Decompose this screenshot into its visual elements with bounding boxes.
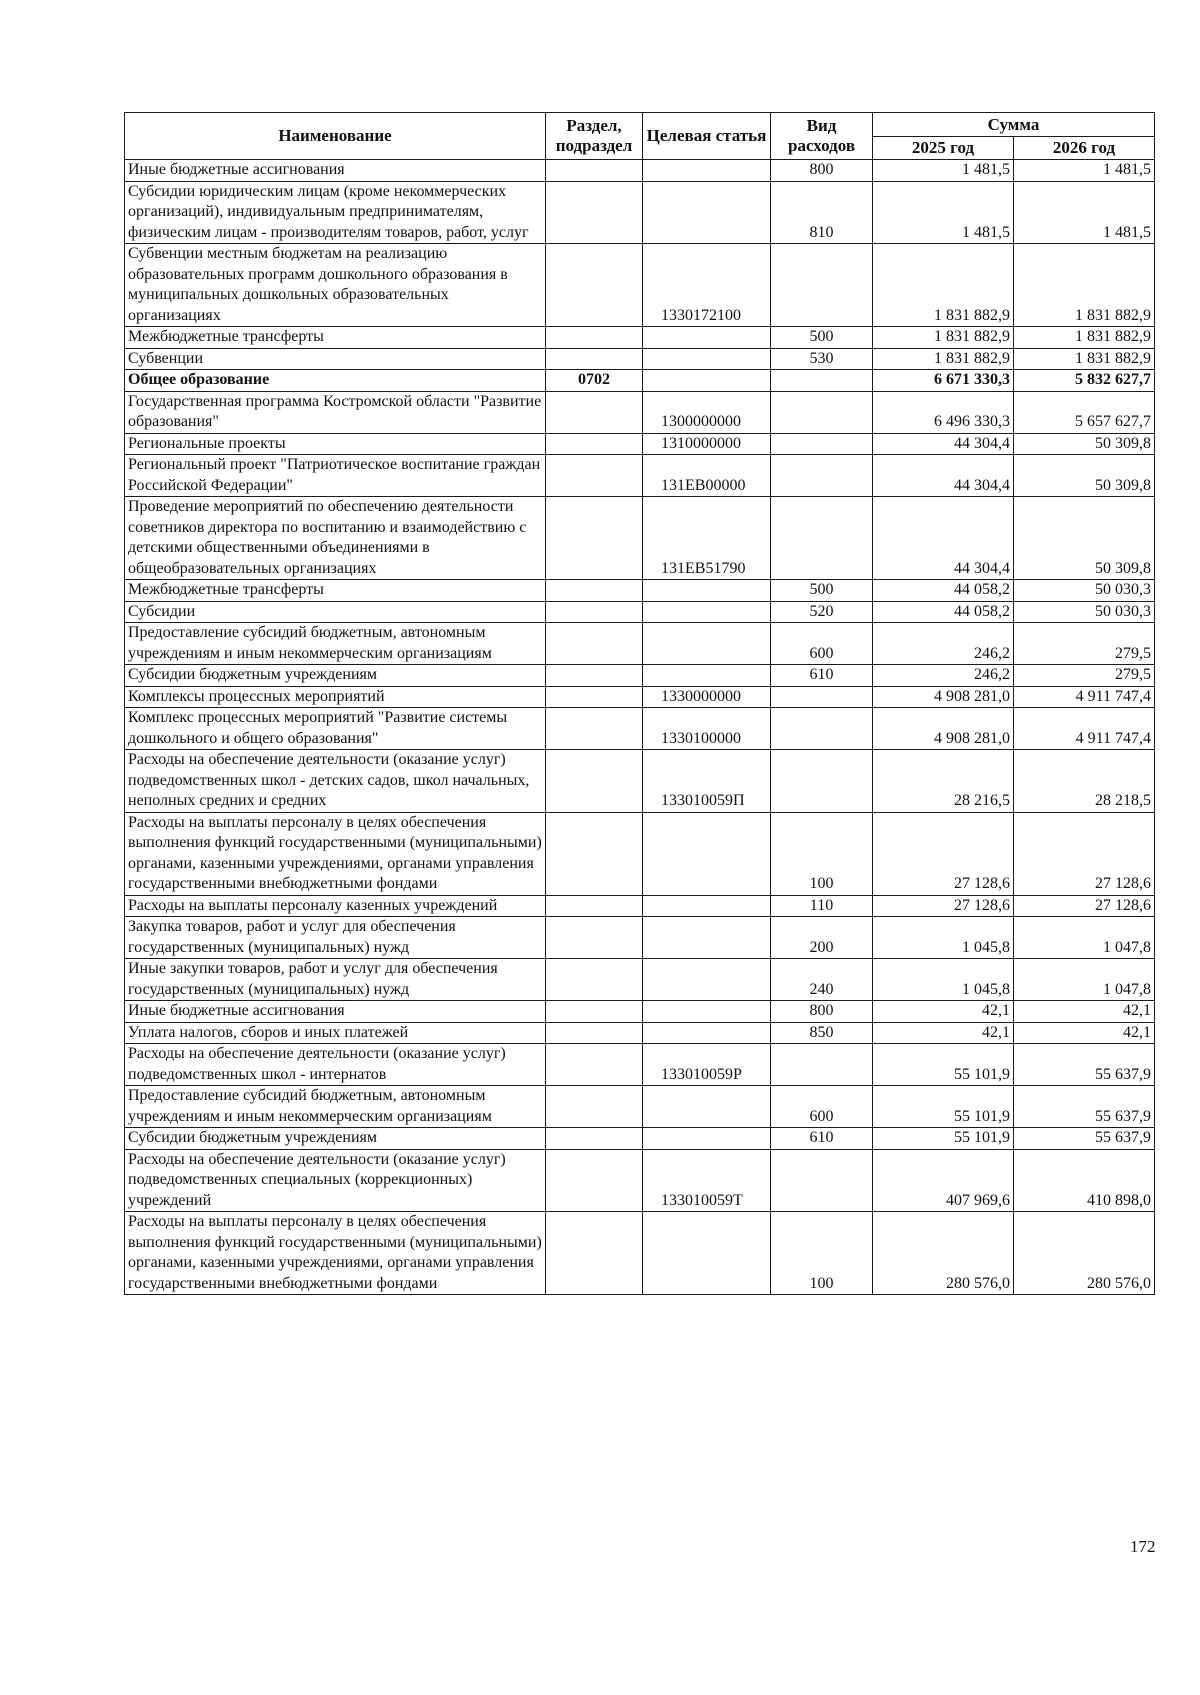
cell-name: Субсидии бюджетным учреждениям — [125, 1128, 546, 1150]
cell-section — [546, 1001, 643, 1023]
cell-section — [546, 433, 643, 455]
table-row — [125, 708, 1155, 750]
header-year-2025: 2025 год — [873, 137, 1014, 160]
cell-section — [546, 959, 643, 1001]
cell-sum-2026: 1 047,8 — [1014, 917, 1155, 959]
table-row — [125, 601, 1155, 623]
table-row — [125, 1149, 1155, 1212]
header-target: Целевая статья — [643, 113, 771, 160]
cell-sum-2025: 44 304,4 — [873, 497, 1014, 580]
cell-section — [546, 244, 643, 327]
table-row — [125, 497, 1155, 580]
cell-target — [643, 1086, 771, 1128]
cell-target: 1330000000 — [643, 686, 771, 708]
cell-kind — [771, 1044, 873, 1086]
cell-name: Предоставление субсидий бюджетным, автономным учреждениям и иным некоммерческим организациям — [125, 1086, 546, 1128]
cell-name: Межбюджетные трансферты — [125, 580, 546, 602]
cell-section — [546, 812, 643, 895]
cell-sum-2026: 1 831 882,9 — [1014, 327, 1155, 349]
cell-section — [546, 391, 643, 433]
cell-kind: 500 — [771, 327, 873, 349]
cell-kind — [771, 750, 873, 813]
cell-name: Проведение мероприятий по обеспечению деятельности советников директора по воспитанию и взаимодействию с детскими общественными объединениями в общеобразовательных организациях — [125, 497, 546, 580]
cell-kind: 800 — [771, 1001, 873, 1023]
cell-sum-2026: 50 309,8 — [1014, 455, 1155, 497]
cell-target — [643, 1212, 771, 1295]
cell-target — [643, 370, 771, 392]
cell-name: Закупка товаров, работ и услуг для обеспечения государственных (муниципальных) нужд — [125, 917, 546, 959]
header-section: Раздел, подраздел — [546, 113, 643, 160]
cell-sum-2026: 1 481,5 — [1014, 181, 1155, 244]
cell-sum-2026: 1 831 882,9 — [1014, 348, 1155, 370]
cell-target — [643, 1128, 771, 1150]
table-row — [125, 580, 1155, 602]
cell-sum-2025: 42,1 — [873, 1022, 1014, 1044]
budget-table — [124, 112, 1155, 1295]
cell-sum-2026: 4 911 747,4 — [1014, 708, 1155, 750]
table-header — [125, 113, 1155, 160]
cell-sum-2026: 50 030,3 — [1014, 580, 1155, 602]
cell-section — [546, 181, 643, 244]
header-name: Наименование — [125, 113, 546, 160]
header-year-2026: 2026 год — [1014, 137, 1155, 160]
cell-kind: 600 — [771, 623, 873, 665]
cell-name: Субсидии — [125, 601, 546, 623]
cell-sum-2026: 27 128,6 — [1014, 812, 1155, 895]
cell-sum-2026: 280 576,0 — [1014, 1212, 1155, 1295]
cell-target — [643, 580, 771, 602]
cell-sum-2026: 42,1 — [1014, 1022, 1155, 1044]
header-kind: Вид расходов — [771, 113, 873, 160]
cell-target — [643, 959, 771, 1001]
cell-section: 0702 — [546, 370, 643, 392]
table-row — [125, 181, 1155, 244]
table-body — [125, 160, 1155, 1295]
table-row — [125, 348, 1155, 370]
cell-target — [643, 895, 771, 917]
cell-sum-2025: 28 216,5 — [873, 750, 1014, 813]
cell-kind: 240 — [771, 959, 873, 1001]
cell-section — [546, 895, 643, 917]
cell-kind: 810 — [771, 181, 873, 244]
cell-section — [546, 1022, 643, 1044]
cell-sum-2025: 4 908 281,0 — [873, 708, 1014, 750]
cell-target — [643, 917, 771, 959]
cell-sum-2026: 4 911 747,4 — [1014, 686, 1155, 708]
table-row — [125, 160, 1155, 182]
cell-sum-2026: 279,5 — [1014, 623, 1155, 665]
cell-target: 133010059Р — [643, 1044, 771, 1086]
cell-section — [546, 1086, 643, 1128]
cell-sum-2026: 1 481,5 — [1014, 160, 1155, 182]
cell-kind: 200 — [771, 917, 873, 959]
cell-target — [643, 665, 771, 687]
cell-sum-2025: 1 481,5 — [873, 160, 1014, 182]
cell-target — [643, 327, 771, 349]
cell-target: 133010059П — [643, 750, 771, 813]
cell-name: Субвенции местным бюджетам на реализацию образовательных программ дошкольного образования в муниципальных дошкольных образовательных организациях — [125, 244, 546, 327]
cell-sum-2026: 28 218,5 — [1014, 750, 1155, 813]
table-row — [125, 686, 1155, 708]
cell-sum-2025: 27 128,6 — [873, 812, 1014, 895]
cell-name: Расходы на обеспечение деятельности (оказание услуг) подведомственных школ - интернатов — [125, 1044, 546, 1086]
cell-sum-2026: 55 637,9 — [1014, 1086, 1155, 1128]
cell-sum-2025: 246,2 — [873, 623, 1014, 665]
cell-sum-2025: 246,2 — [873, 665, 1014, 687]
cell-section — [546, 1212, 643, 1295]
cell-name: Межбюджетные трансферты — [125, 327, 546, 349]
cell-sum-2025: 44 304,4 — [873, 433, 1014, 455]
cell-section — [546, 623, 643, 665]
cell-sum-2025: 55 101,9 — [873, 1044, 1014, 1086]
cell-sum-2025: 1 831 882,9 — [873, 327, 1014, 349]
cell-sum-2025: 44 304,4 — [873, 455, 1014, 497]
cell-section — [546, 665, 643, 687]
cell-section — [546, 708, 643, 750]
cell-name: Расходы на обеспечение деятельности (оказание услуг) подведомственных школ - детских садов, школ начальных, неполных средних и средних — [125, 750, 546, 813]
header-sum: Сумма — [873, 113, 1155, 137]
cell-name: Региональный проект "Патриотическое воспитание граждан Российской Федерации" — [125, 455, 546, 497]
cell-sum-2025: 1 045,8 — [873, 917, 1014, 959]
cell-section — [546, 1044, 643, 1086]
cell-kind — [771, 455, 873, 497]
cell-section — [546, 1128, 643, 1150]
cell-name: Иные бюджетные ассигнования — [125, 160, 546, 182]
cell-sum-2026: 5 657 627,7 — [1014, 391, 1155, 433]
cell-section — [546, 348, 643, 370]
table-row — [125, 750, 1155, 813]
cell-sum-2026: 55 637,9 — [1014, 1044, 1155, 1086]
cell-sum-2025: 1 831 882,9 — [873, 348, 1014, 370]
cell-kind: 100 — [771, 1212, 873, 1295]
cell-kind — [771, 391, 873, 433]
table-row — [125, 1044, 1155, 1086]
cell-section — [546, 455, 643, 497]
cell-sum-2025: 55 101,9 — [873, 1128, 1014, 1150]
cell-sum-2025: 1 045,8 — [873, 959, 1014, 1001]
cell-name: Иные бюджетные ассигнования — [125, 1001, 546, 1023]
cell-kind — [771, 433, 873, 455]
table-row — [125, 1212, 1155, 1295]
cell-target: 1330100000 — [643, 708, 771, 750]
cell-section — [546, 1149, 643, 1212]
cell-target — [643, 812, 771, 895]
cell-name: Расходы на выплаты персоналу казенных учреждений — [125, 895, 546, 917]
cell-sum-2026: 5 832 627,7 — [1014, 370, 1155, 392]
cell-sum-2026: 1 831 882,9 — [1014, 244, 1155, 327]
table-row — [125, 1128, 1155, 1150]
cell-sum-2025: 1 831 882,9 — [873, 244, 1014, 327]
cell-sum-2026: 50 309,8 — [1014, 497, 1155, 580]
cell-kind: 100 — [771, 812, 873, 895]
cell-section — [546, 160, 643, 182]
cell-sum-2025: 1 481,5 — [873, 181, 1014, 244]
cell-sum-2026: 27 128,6 — [1014, 895, 1155, 917]
table-row — [125, 1022, 1155, 1044]
table-row — [125, 391, 1155, 433]
cell-name: Субвенции — [125, 348, 546, 370]
cell-sum-2025: 44 058,2 — [873, 580, 1014, 602]
table-row — [125, 895, 1155, 917]
cell-name: Расходы на выплаты персоналу в целях обеспечения выполнения функций государственными (муниципальными) органами, казенными учреждениями, органами управления государственными внебюджетными фондами — [125, 812, 546, 895]
table-row — [125, 244, 1155, 327]
cell-target — [643, 1022, 771, 1044]
cell-kind — [771, 370, 873, 392]
cell-target: 133010059Т — [643, 1149, 771, 1212]
cell-sum-2025: 42,1 — [873, 1001, 1014, 1023]
table-row — [125, 1001, 1155, 1023]
cell-kind: 600 — [771, 1086, 873, 1128]
cell-target: 1300000000 — [643, 391, 771, 433]
table-row — [125, 959, 1155, 1001]
cell-section — [546, 327, 643, 349]
cell-sum-2025: 4 908 281,0 — [873, 686, 1014, 708]
cell-name: Иные закупки товаров, работ и услуг для обеспечения государственных (муниципальных) нужд — [125, 959, 546, 1001]
cell-target: 131EB00000 — [643, 455, 771, 497]
cell-kind — [771, 497, 873, 580]
cell-sum-2025: 6 496 330,3 — [873, 391, 1014, 433]
cell-sum-2025: 44 058,2 — [873, 601, 1014, 623]
cell-kind: 800 — [771, 160, 873, 182]
table-row — [125, 623, 1155, 665]
table-row — [125, 812, 1155, 895]
cell-name: Комплексы процессных мероприятий — [125, 686, 546, 708]
cell-target: 131EB51790 — [643, 497, 771, 580]
cell-name: Предоставление субсидий бюджетным, автономным учреждениям и иным некоммерческим организациям — [125, 623, 546, 665]
cell-section — [546, 917, 643, 959]
table-row — [125, 455, 1155, 497]
cell-kind: 850 — [771, 1022, 873, 1044]
cell-sum-2026: 410 898,0 — [1014, 1149, 1155, 1212]
cell-sum-2025: 27 128,6 — [873, 895, 1014, 917]
cell-target: 1330172100 — [643, 244, 771, 327]
table-row — [125, 327, 1155, 349]
page-number: 172 — [1130, 1537, 1156, 1556]
table-row — [125, 917, 1155, 959]
cell-target — [643, 623, 771, 665]
cell-sum-2026: 55 637,9 — [1014, 1128, 1155, 1150]
cell-kind: 610 — [771, 665, 873, 687]
cell-name: Уплата налогов, сборов и иных платежей — [125, 1022, 546, 1044]
cell-name: Общее образование — [125, 370, 546, 392]
cell-kind — [771, 1149, 873, 1212]
cell-sum-2025: 55 101,9 — [873, 1086, 1014, 1128]
cell-target: 1310000000 — [643, 433, 771, 455]
cell-target — [643, 1001, 771, 1023]
cell-kind — [771, 686, 873, 708]
cell-name: Расходы на выплаты персоналу в целях обеспечения выполнения функций государственными (муниципальными) органами, казенными учреждениями, органами управления государственными внебюджетными фондами — [125, 1212, 546, 1295]
cell-section — [546, 497, 643, 580]
cell-target — [643, 601, 771, 623]
cell-section — [546, 601, 643, 623]
cell-sum-2026: 50 309,8 — [1014, 433, 1155, 455]
cell-kind: 520 — [771, 601, 873, 623]
cell-name: Субсидии бюджетным учреждениям — [125, 665, 546, 687]
cell-sum-2025: 280 576,0 — [873, 1212, 1014, 1295]
cell-kind: 610 — [771, 1128, 873, 1150]
cell-target — [643, 348, 771, 370]
cell-sum-2025: 407 969,6 — [873, 1149, 1014, 1212]
cell-section — [546, 750, 643, 813]
cell-name: Субсидии юридическим лицам (кроме некоммерческих организаций), индивидуальным предпринимателям, физическим лицам - производителям товаров, работ, услуг — [125, 181, 546, 244]
table-row — [125, 1086, 1155, 1128]
cell-name: Комплекс процессных мероприятий "Развитие системы дошкольного и общего образования" — [125, 708, 546, 750]
cell-name: Государственная программа Костромской области "Развитие образования" — [125, 391, 546, 433]
cell-target — [643, 181, 771, 244]
cell-name: Расходы на обеспечение деятельности (оказание услуг) подведомственных специальных (коррекционных) учреждений — [125, 1149, 546, 1212]
cell-sum-2026: 279,5 — [1014, 665, 1155, 687]
cell-kind: 500 — [771, 580, 873, 602]
table-row — [125, 370, 1155, 392]
table-row — [125, 433, 1155, 455]
cell-target — [643, 160, 771, 182]
cell-sum-2026: 42,1 — [1014, 1001, 1155, 1023]
cell-kind: 110 — [771, 895, 873, 917]
cell-section — [546, 686, 643, 708]
cell-sum-2025: 6 671 330,3 — [873, 370, 1014, 392]
table-row — [125, 665, 1155, 687]
cell-name: Региональные проекты — [125, 433, 546, 455]
cell-kind — [771, 244, 873, 327]
cell-section — [546, 580, 643, 602]
cell-sum-2026: 1 047,8 — [1014, 959, 1155, 1001]
cell-kind: 530 — [771, 348, 873, 370]
cell-kind — [771, 708, 873, 750]
cell-sum-2026: 50 030,3 — [1014, 601, 1155, 623]
